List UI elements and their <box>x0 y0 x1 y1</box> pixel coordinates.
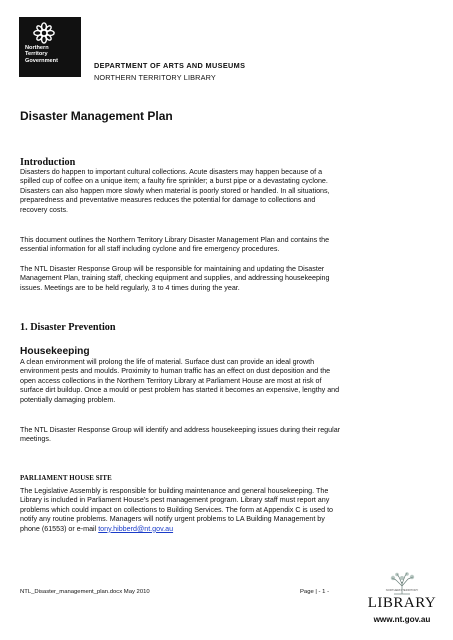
library-url[interactable]: www.nt.gov.au <box>373 615 431 624</box>
text-line: notify any routine problems. Managers will notify urgent problems to LA Building Management by <box>20 515 325 524</box>
text-line: issues. Meetings are to be held regularly, 3 to 4 times during the year. <box>20 283 240 292</box>
contact-text: phone (61553) or e-mail <box>20 524 99 533</box>
intro-paragraph-3 <box>20 265 440 293</box>
logo-text-line-1: Northern <box>25 45 49 51</box>
logo-text-line-3: Government <box>25 57 58 64</box>
text-line: recovery costs. <box>20 205 69 214</box>
text-line: meetings. <box>20 435 51 444</box>
housekeeping-paragraph-2 <box>20 426 440 445</box>
text-line: essential information for all staff including cyclone and fire emergency procedures. <box>20 245 280 254</box>
parliament-house-paragraph <box>20 487 440 534</box>
text-line: Library is included in Parliament House’s pest management program. Library staff must report any <box>20 496 330 505</box>
flower-emblem-icon <box>33 22 55 44</box>
disaster-prevention-heading: 1. Disaster Prevention <box>20 322 116 333</box>
library-logo-subtext: NORTHERN TERRITORY <box>385 588 419 592</box>
housekeeping-paragraph-1 <box>20 358 440 405</box>
logo-text-line-2: Territory <box>25 51 48 58</box>
text-line: Management Plan, training staff, checking equipment and supplies, and addressing housekeeping <box>20 274 330 283</box>
text-line: problems which could impact on collections to Building Services. The form at Appendix C is used to <box>20 505 334 514</box>
library-wordmark: LIBRARY <box>367 595 437 611</box>
text-line: This document outlines the Northern Territory Library Disaster Management Plan and contains the <box>20 236 330 244</box>
department-name: DEPARTMENT OF ARTS AND MUSEUMS <box>94 61 246 70</box>
intro-paragraph-2 <box>20 236 440 255</box>
text-line: potentially damaging problem. <box>20 395 116 404</box>
intro-paragraph-1 <box>20 168 440 215</box>
housekeeping-heading: Housekeeping <box>20 346 90 357</box>
email-link[interactable]: tony.hibberd@nt.gov.au <box>98 524 174 533</box>
parliament-house-site-heading: PARLIAMENT HOUSE SITE <box>20 475 112 482</box>
text-line: surface dirt buildup. Once a mould or pest problem has started it becomes an expensive, lengthy and <box>20 386 340 395</box>
introduction-heading: Introduction <box>20 157 76 168</box>
text-line-with-email <box>20 525 440 534</box>
library-name: NORTHERN TERRITORY LIBRARY <box>94 73 216 82</box>
text-line: Disasters do happen to important cultural collections. Acute disasters may happen because of a <box>20 168 323 176</box>
nt-government-logo <box>19 17 81 77</box>
text-line: The Legislative Assembly is responsible for building maintenance and general housekeeping. The <box>20 487 329 495</box>
footer-page-number: Page | - 1 - <box>300 589 330 595</box>
text-line: A clean environment will prolong the life of material. Surface dust can provide an ideal growth <box>20 358 315 366</box>
text-line: The NTL Disaster Response Group will be responsible for maintaining and updating the Disaster <box>20 265 325 273</box>
document-title: Disaster Management Plan <box>20 109 173 123</box>
text-line: Disasters can also happen more slowly when material is poorly stored or handled. In all situations, <box>20 186 330 195</box>
text-line: open access collections in the Northern Territory Library at Parliament House are most at risk of <box>20 376 322 385</box>
text-line: spilled cup of coffee on a unique item; a faulty fire sprinkler; a burst pipe or a devastating cyclone. <box>20 177 328 186</box>
text-line: preparedness and preventative measures reduces the potential for damage to collections and <box>20 196 316 205</box>
text-line: The NTL Disaster Response Group will identify and address housekeeping issues during their regular <box>20 426 341 434</box>
text-line: environment pests and moulds. Proximity to human traffic has an effect on dust deposition and the <box>20 367 331 376</box>
footer-filename: NTL_Disaster_management_plan.docx May 2010 <box>20 589 150 595</box>
